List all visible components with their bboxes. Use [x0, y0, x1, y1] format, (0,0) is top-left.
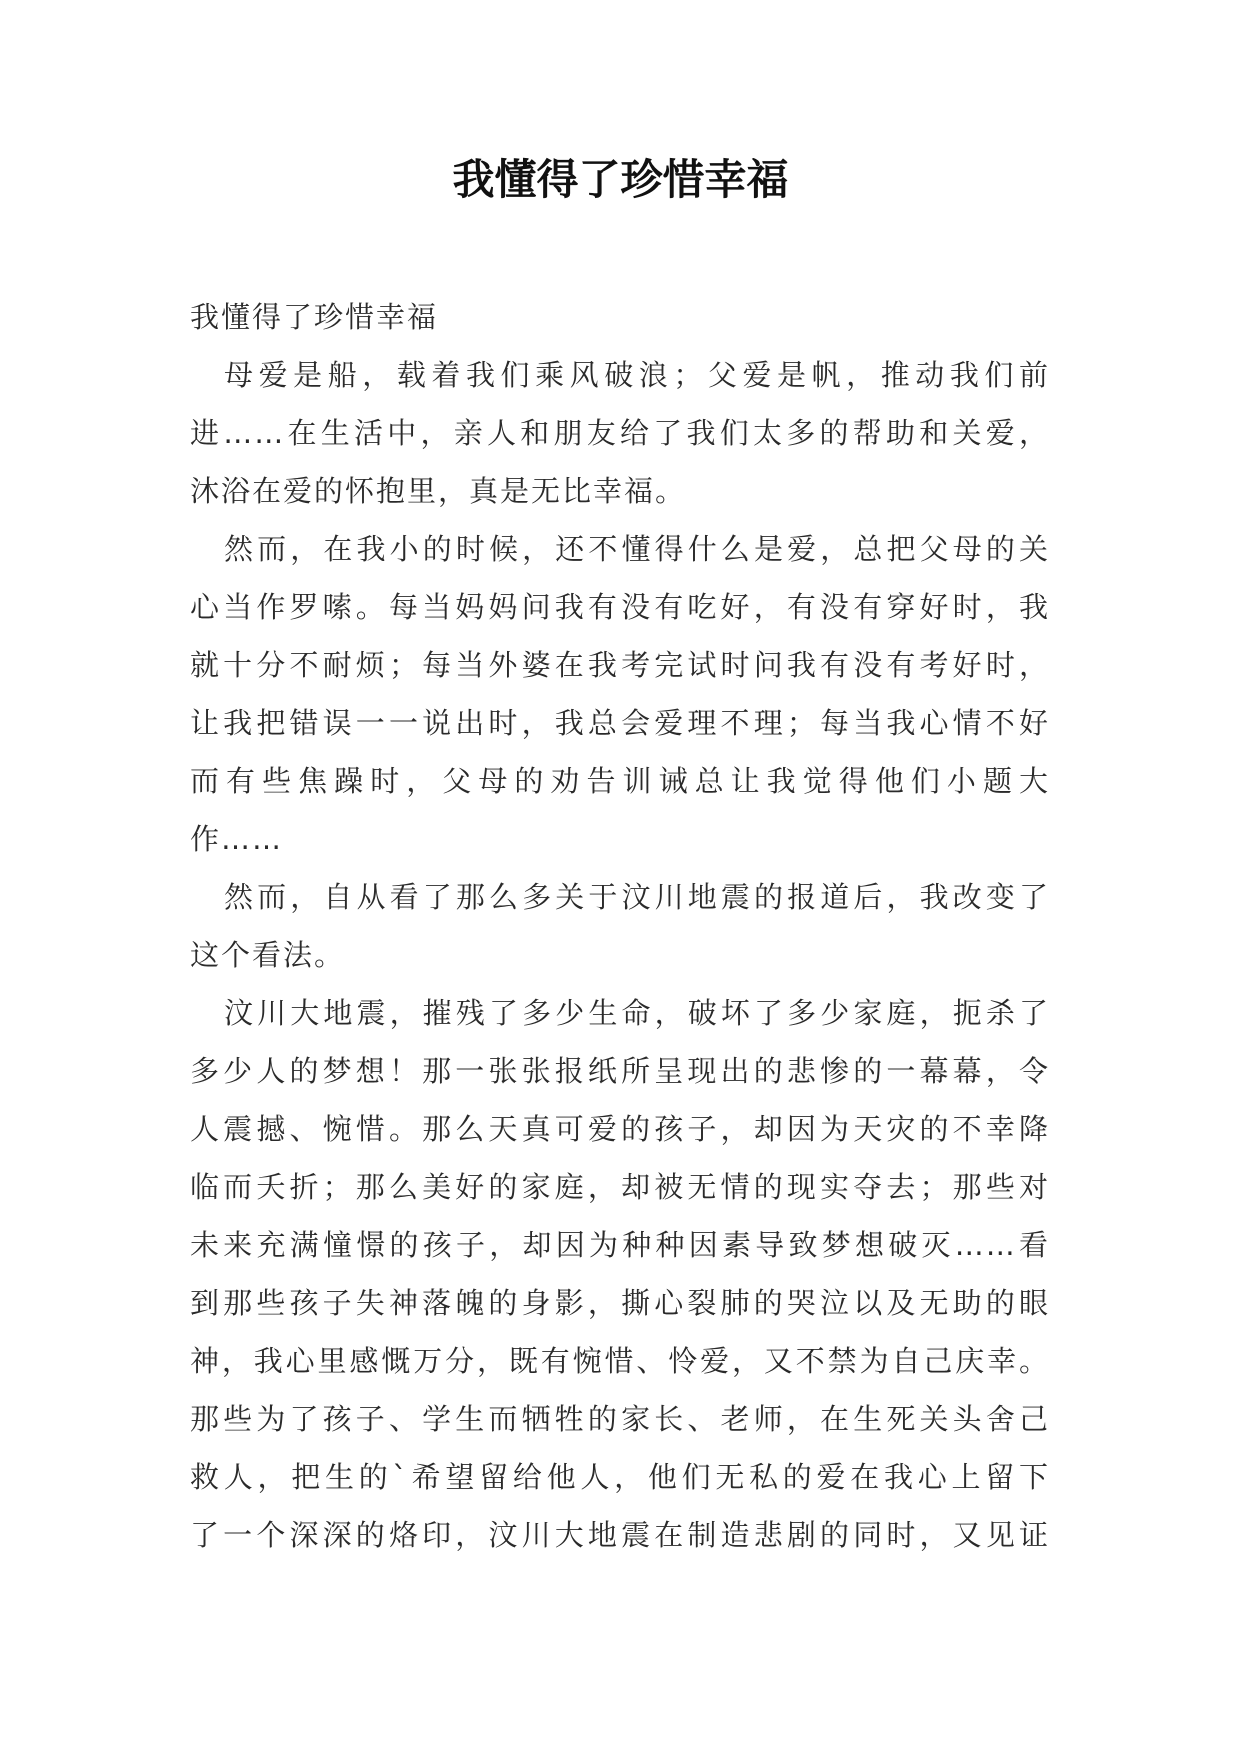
document-title: 我懂得了珍惜幸福 — [452, 155, 789, 204]
paragraph-line: 然而，自从看了那么多关于汶川地震的报道后，我改变了 — [224, 880, 1050, 914]
paragraph-line: 就十分不耐烦；每当外婆在我考完试时问我有没有考好时， — [190, 648, 1050, 682]
paragraph-line: 而有些焦躁时，父母的劝告训诫总让我觉得他们小题大 — [190, 764, 1050, 798]
paragraph-2 — [190, 520, 1050, 868]
essay-subtitle — [190, 288, 1050, 346]
paragraph-line: 沐浴在爱的怀抱里，真是无比幸福。 — [190, 474, 687, 508]
paragraph-line: 汶川大地震，摧残了多少生命，破坏了多少家庭，扼杀了 — [224, 996, 1050, 1030]
paragraph-line: 临而夭折；那么美好的家庭，却被无情的现实夺去；那些对 — [190, 1170, 1050, 1204]
paragraph-line: 然而，在我小的时候，还不懂得什么是爱，总把父母的关 — [224, 532, 1050, 566]
paragraph-line: 神，我心里感慨万分，既有惋惜、怜爱，又不禁为自己庆幸。 — [190, 1344, 1050, 1378]
paragraph-line: 多少人的梦想！那一张张报纸所呈现出的悲惨的一幕幕，令 — [190, 1054, 1050, 1088]
subtitle-line: 我懂得了珍惜幸福 — [190, 300, 439, 334]
paragraph-line: 进……在生活中，亲人和朋友给了我们太多的帮助和关爱， — [190, 416, 1050, 450]
paragraph-line: 了一个深深的烙印，汶川大地震在制造悲剧的同时，又见证 — [190, 1518, 1050, 1552]
document-body — [190, 288, 1050, 1564]
paragraph-line: 心当作罗嗦。每当妈妈问我有没有吃好，有没有穿好时，我 — [190, 590, 1050, 624]
paragraph-line: 让我把错误一一说出时，我总会爱理不理；每当我心情不好 — [190, 706, 1050, 740]
paragraph-line: 那些为了孩子、学生而牺牲的家长、老师，在生死关头舍己 — [190, 1402, 1050, 1436]
paragraph-line: 未来充满憧憬的孩子，却因为种种因素导致梦想破灭……看 — [190, 1228, 1050, 1262]
paragraph-line: 救人，把生的`希望留给他人，他们无私的爱在我心上留下 — [190, 1460, 1050, 1494]
paragraph-1 — [190, 346, 1050, 520]
paragraph-line: 母爱是船，载着我们乘风破浪；父爱是帆，推动我们前 — [224, 358, 1050, 392]
paragraph-line: 作…… — [190, 822, 284, 856]
paragraph-3 — [190, 868, 1050, 984]
paragraph-4 — [190, 984, 1050, 1564]
paragraph-line: 人震撼、惋惜。那么天真可爱的孩子，却因为天灾的不幸降 — [190, 1112, 1050, 1146]
paragraph-line: 到那些孩子失神落魄的身影，撕心裂肺的哭泣以及无助的眼 — [190, 1286, 1050, 1320]
paragraph-line: 这个看法。 — [190, 938, 346, 972]
